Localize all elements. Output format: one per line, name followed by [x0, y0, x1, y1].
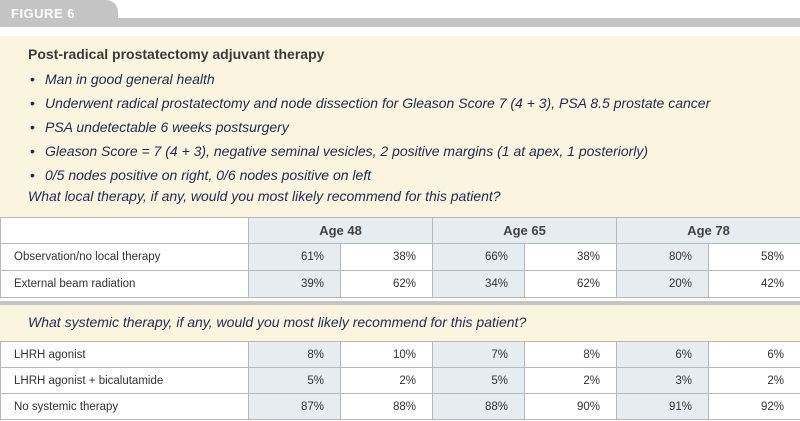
table-row: [1, 271, 800, 298]
value-cell: 90%: [525, 394, 617, 420]
case-title: Post-radical prostatectomy adjuvant therapy: [28, 46, 325, 62]
value-cell: 38%: [525, 244, 617, 271]
case-bullet: • Underwent radical prostatectomy and node dissection for Gleason Score 7 (4 + 3), PSA 8.5 prostate cancer: [28, 91, 800, 115]
value-cell: 38%: [341, 244, 433, 271]
value-cell: 91%: [617, 394, 709, 420]
row-label: Observation/no local therapy: [1, 244, 249, 271]
row-label: External beam radiation: [1, 271, 249, 298]
value-cell: 80%: [617, 244, 709, 271]
value-cell: 6%: [709, 342, 800, 368]
value-cell: 5%: [433, 368, 525, 394]
value-cell: 8%: [525, 342, 617, 368]
value-cell: 62%: [525, 271, 617, 298]
value-cell: 87%: [249, 394, 341, 420]
case-bullet: • Man in good general health: [28, 67, 800, 91]
row-label: LHRH agonist + bicalutamide: [1, 368, 249, 394]
table-row: [1, 244, 800, 271]
age-header-row: [1, 218, 800, 244]
value-cell: 88%: [341, 394, 433, 420]
table-row: [1, 342, 800, 368]
value-cell: 58%: [709, 244, 800, 271]
table-row: [1, 368, 800, 394]
table-row: [1, 394, 800, 420]
systemic-therapy-table: [0, 341, 800, 420]
value-cell: 10%: [341, 342, 433, 368]
value-cell: 5%: [249, 368, 341, 394]
age-header-48: Age 48: [249, 218, 433, 244]
case-bullet-list: [28, 67, 800, 187]
value-cell: 3%: [617, 368, 709, 394]
value-cell: 34%: [433, 271, 525, 298]
row-label: No systemic therapy: [1, 394, 249, 420]
value-cell: 39%: [249, 271, 341, 298]
value-cell: 88%: [433, 394, 525, 420]
local-therapy-table: [0, 217, 800, 298]
systemic-therapy-question: What systemic therapy, if any, would you most likely recommend for this patient?: [28, 314, 527, 330]
value-cell: 62%: [341, 271, 433, 298]
value-cell: 8%: [249, 342, 341, 368]
case-description: [0, 36, 800, 217]
systemic-question-box: [0, 301, 800, 341]
case-bullet: • 0/5 nodes positive on right, 0/6 nodes positive on left: [28, 163, 800, 187]
row-label: LHRH agonist: [1, 342, 249, 368]
case-bullet: • Gleason Score = 7 (4 + 3), negative seminal vesicles, 2 positive margins (1 at apex, 1 posteriorly): [28, 139, 800, 163]
case-bullet: • PSA undetectable 6 weeks postsurgery: [28, 115, 800, 139]
figure-label: FIGURE 6: [0, 0, 118, 27]
value-cell: 42%: [709, 271, 800, 298]
value-cell: 66%: [433, 244, 525, 271]
value-cell: 92%: [709, 394, 800, 420]
value-cell: 6%: [617, 342, 709, 368]
value-cell: 2%: [525, 368, 617, 394]
value-cell: 2%: [341, 368, 433, 394]
value-cell: 61%: [249, 244, 341, 271]
figure-header-rule: [0, 18, 800, 27]
value-cell: 20%: [617, 271, 709, 298]
age-header-78: Age 78: [617, 218, 800, 244]
age-header-65: Age 65: [433, 218, 617, 244]
value-cell: 7%: [433, 342, 525, 368]
value-cell: 2%: [709, 368, 800, 394]
header-blank-cell: [1, 218, 249, 244]
local-therapy-question: What local therapy, if any, would you most likely recommend for this patient?: [28, 188, 501, 204]
